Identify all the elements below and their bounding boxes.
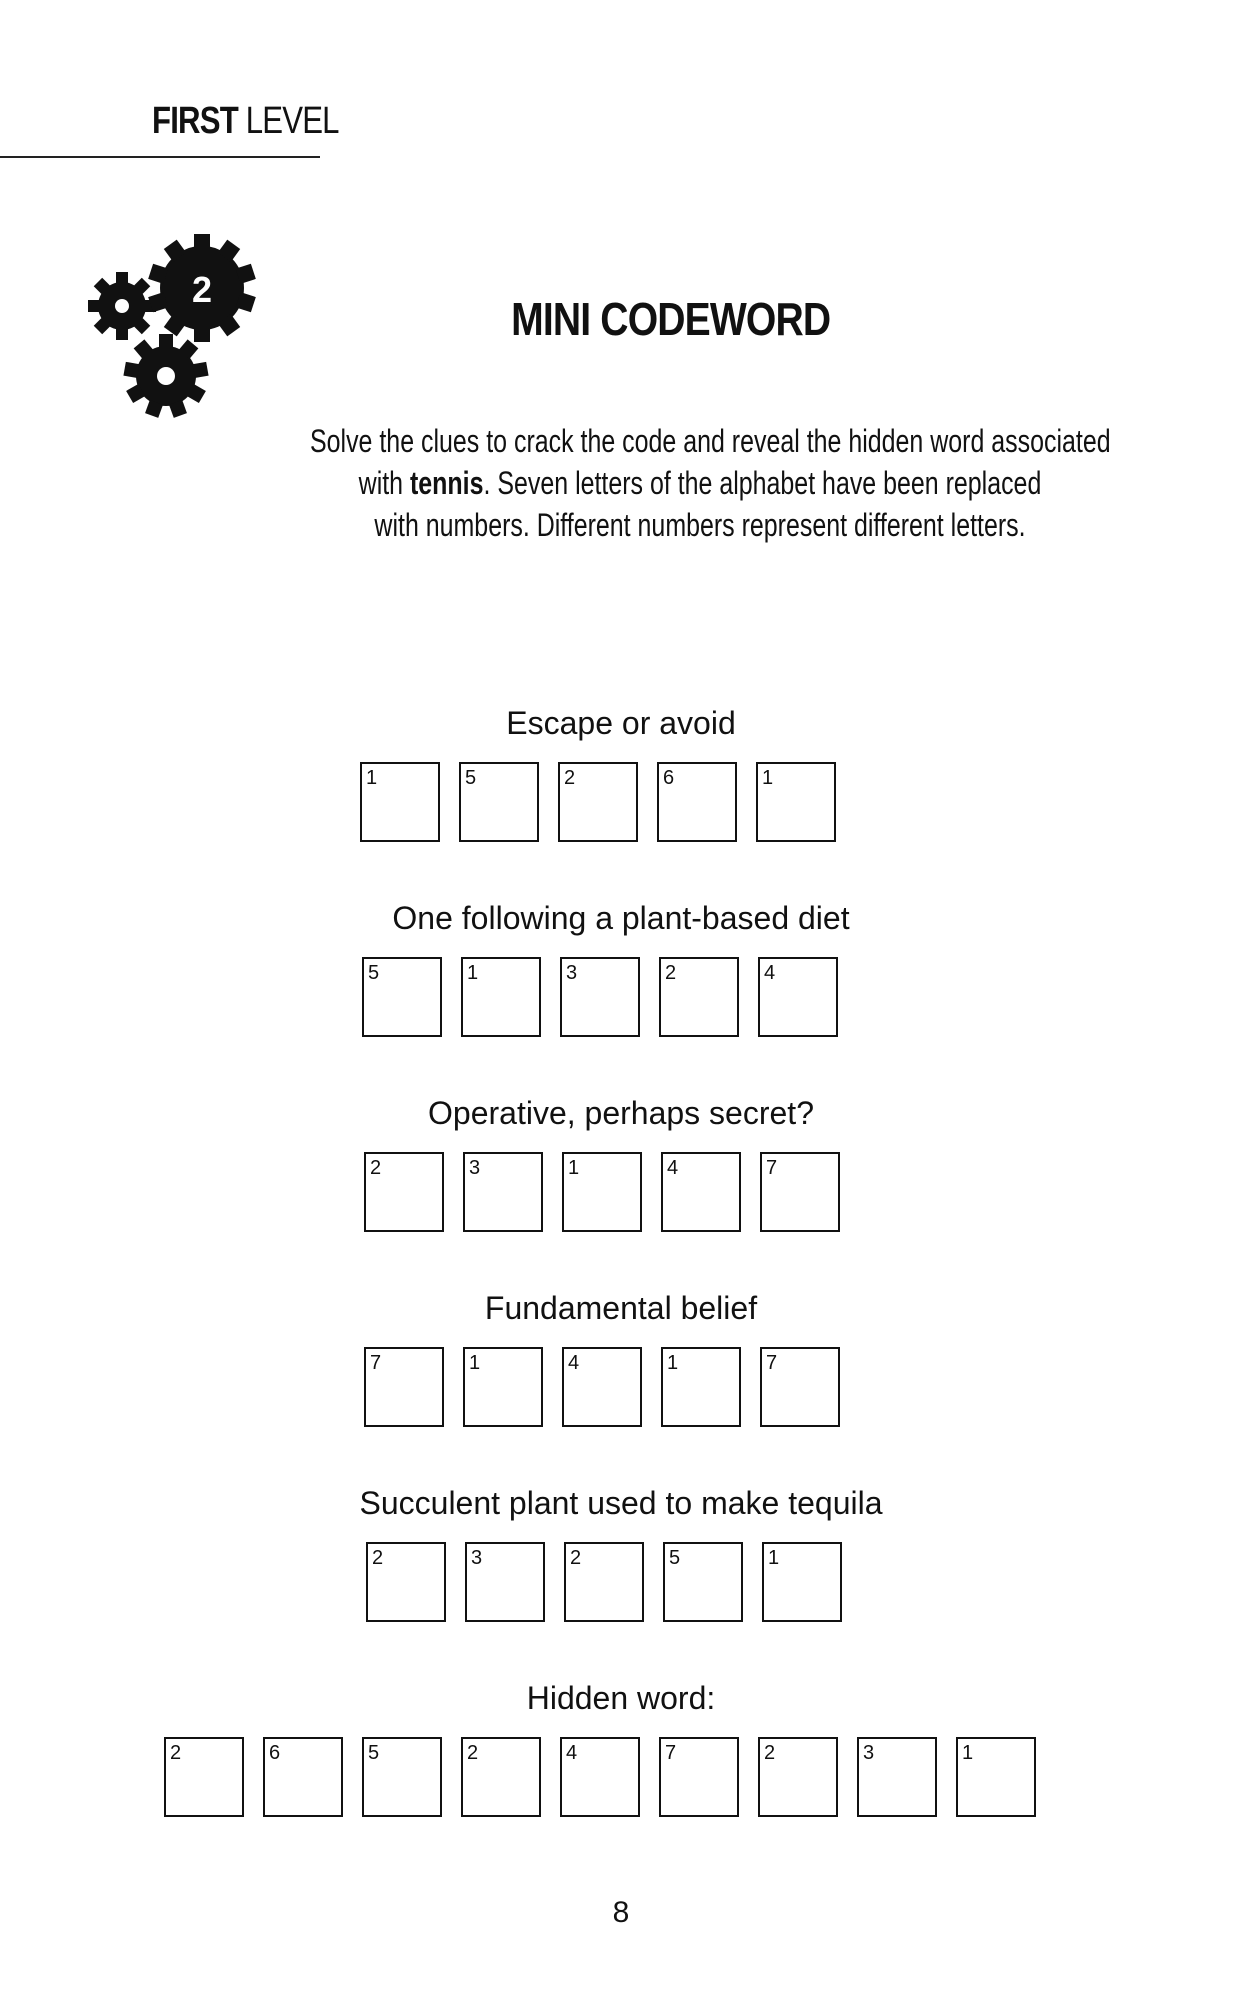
answer-cell[interactable]	[360, 762, 440, 842]
cell-code: 2	[764, 1742, 776, 1764]
clue-label: Escape or avoid	[506, 705, 736, 741]
cell-code: 2	[170, 1742, 182, 1764]
cell-code: 2	[570, 1547, 582, 1569]
instructions-line-2-end: . Seven letters of the alphabet have been replaced	[483, 465, 1042, 501]
level-header-rest: LEVEL	[245, 100, 339, 142]
hidden-word-cell[interactable]	[362, 1737, 442, 1817]
answer-cell[interactable]	[760, 1152, 840, 1232]
cell-code: 1	[762, 767, 774, 789]
cell-code: 3	[471, 1547, 483, 1569]
clue-answer-row	[362, 957, 857, 1037]
cell-code: 5	[368, 962, 380, 984]
instructions-line-2	[310, 462, 1090, 504]
cell-code: 2	[372, 1547, 384, 1569]
cell-code: 1	[962, 1742, 974, 1764]
answer-cell[interactable]	[564, 1542, 644, 1622]
answer-cell[interactable]	[562, 1347, 642, 1427]
cell-code: 2	[467, 1742, 479, 1764]
clue-label: Operative, perhaps secret?	[428, 1095, 814, 1131]
cell-code: 5	[669, 1547, 681, 1569]
hidden-word-cell[interactable]	[164, 1737, 244, 1817]
answer-cell[interactable]	[463, 1152, 543, 1232]
cell-code: 1	[469, 1352, 481, 1374]
level-header	[152, 100, 339, 143]
badge-number: 2	[191, 269, 213, 310]
answer-cell[interactable]	[663, 1542, 743, 1622]
cell-code: 3	[566, 962, 578, 984]
page-title	[0, 292, 1242, 346]
hidden-word-label: Hidden word:	[526, 1680, 716, 1716]
hidden-word-cell[interactable]	[461, 1737, 541, 1817]
answer-cell[interactable]	[661, 1152, 741, 1232]
cell-code: 4	[566, 1742, 578, 1764]
answer-cell[interactable]	[459, 762, 539, 842]
cell-code: 1	[667, 1352, 679, 1374]
cell-code: 4	[764, 962, 776, 984]
instructions-line-3: with numbers. Different numbers represent different letters.	[374, 507, 1026, 543]
answer-cell[interactable]	[465, 1542, 545, 1622]
cell-code: 7	[766, 1157, 778, 1179]
cell-code: 7	[370, 1352, 382, 1374]
clue-answer-row	[366, 1542, 861, 1622]
answer-cell[interactable]	[562, 1152, 642, 1232]
instructions-line-2-start: with	[358, 465, 410, 501]
instructions	[200, 420, 1200, 546]
cell-code: 1	[768, 1547, 780, 1569]
cell-code: 1	[568, 1157, 580, 1179]
cell-code: 5	[368, 1742, 380, 1764]
cell-code: 4	[667, 1157, 679, 1179]
level-header-bold: FIRST	[152, 100, 238, 142]
clue-answer-row	[364, 1152, 859, 1232]
answer-cell[interactable]	[758, 957, 838, 1037]
cell-code: 3	[469, 1157, 481, 1179]
hidden-word-cell[interactable]	[857, 1737, 937, 1817]
cell-code: 2	[370, 1157, 382, 1179]
answer-cell[interactable]	[560, 957, 640, 1037]
page-number: 8	[612, 1896, 630, 1929]
cell-code: 3	[863, 1742, 875, 1764]
cell-code: 5	[465, 767, 477, 789]
cell-code: 1	[366, 767, 378, 789]
cell-code: 2	[665, 962, 677, 984]
answer-cell[interactable]	[661, 1347, 741, 1427]
cell-code: 4	[568, 1352, 580, 1374]
answer-cell[interactable]	[362, 957, 442, 1037]
hidden-word-cell[interactable]	[560, 1737, 640, 1817]
clue-answer-row	[360, 762, 855, 842]
answer-cell[interactable]	[659, 957, 739, 1037]
clue-label: One following a plant-based diet	[392, 900, 850, 936]
theme-word: tennis	[409, 465, 484, 501]
answer-cell[interactable]	[760, 1347, 840, 1427]
cell-code: 1	[467, 962, 479, 984]
hidden-word-row	[164, 1737, 1055, 1817]
answer-cell[interactable]	[558, 762, 638, 842]
bottom-gear-icon	[123, 334, 208, 418]
answer-cell[interactable]	[657, 762, 737, 842]
clue-answer-row	[364, 1347, 859, 1427]
page-title-text: MINI CODEWORD	[511, 293, 831, 345]
cell-code: 7	[665, 1742, 677, 1764]
clue-label: Succulent plant used to make tequila	[359, 1485, 883, 1521]
header-divider	[0, 156, 320, 158]
answer-cell[interactable]	[756, 762, 836, 842]
cell-code: 2	[564, 767, 576, 789]
cell-code: 6	[663, 767, 675, 789]
answer-cell[interactable]	[364, 1347, 444, 1427]
hidden-word-cell[interactable]	[659, 1737, 739, 1817]
hidden-word-cell[interactable]	[956, 1737, 1036, 1817]
cell-code: 7	[766, 1352, 778, 1374]
answer-cell[interactable]	[366, 1542, 446, 1622]
instructions-line-1: Solve the clues to crack the code and reveal the hidden word associated	[310, 423, 1111, 459]
cell-code: 6	[269, 1742, 281, 1764]
answer-cell[interactable]	[762, 1542, 842, 1622]
answer-cell[interactable]	[461, 957, 541, 1037]
answer-cell[interactable]	[463, 1347, 543, 1427]
hidden-word-cell[interactable]	[263, 1737, 343, 1817]
answer-cell[interactable]	[364, 1152, 444, 1232]
hidden-word-cell[interactable]	[758, 1737, 838, 1817]
clue-label: Fundamental belief	[484, 1290, 758, 1326]
